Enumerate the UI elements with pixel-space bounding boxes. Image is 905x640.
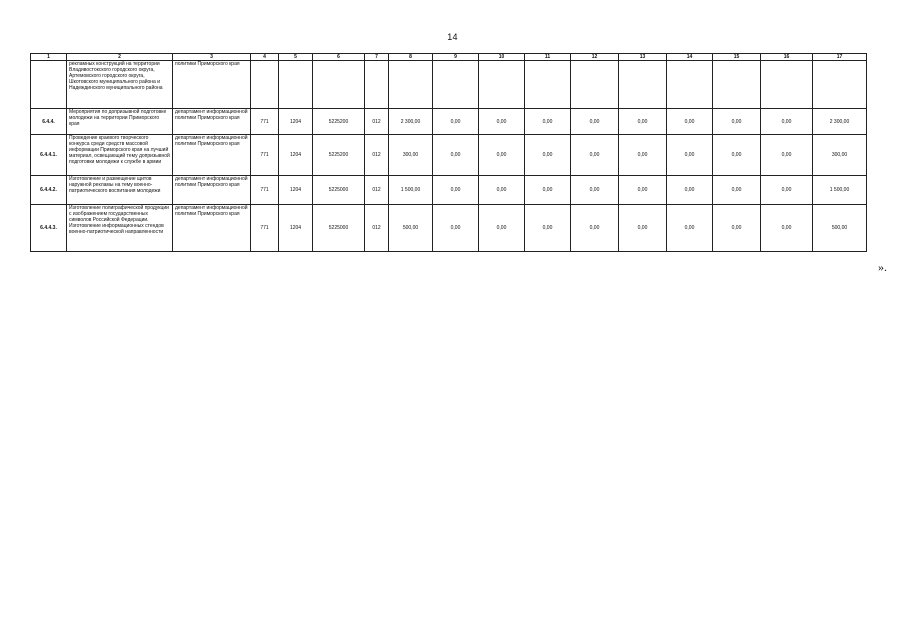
row-code: 6.4.4.1. xyxy=(31,135,67,176)
column-header: 8 xyxy=(389,54,433,61)
table-row xyxy=(31,109,867,135)
row-code: 6.4.4.2. xyxy=(31,176,67,205)
column-header: 5 xyxy=(279,54,313,61)
cell: 5225000 xyxy=(313,176,365,205)
cell: 0,00 xyxy=(667,176,713,205)
row-name: рекламных конструкций на территории Владивостокского городского округа, Артемовского городского округа, Шкотовского муниципального района и Надеждинского муниципального района xyxy=(67,61,173,109)
cell: 0,00 xyxy=(619,176,667,205)
cell: 0,00 xyxy=(667,135,713,176)
cell: 0,00 xyxy=(479,109,525,135)
cell: 0,00 xyxy=(525,205,571,252)
cell: 0,00 xyxy=(525,176,571,205)
column-header: 3 xyxy=(173,54,251,61)
cell: 300,00 xyxy=(389,135,433,176)
row-executor: политики Приморского края xyxy=(173,61,251,109)
table-row xyxy=(31,176,867,205)
row-name: Мероприятия по допризывной подготовке молодежи на территории Приморского края xyxy=(67,109,173,135)
cell xyxy=(313,61,365,109)
column-header: 2 xyxy=(67,54,173,61)
cell xyxy=(279,61,313,109)
column-header: 12 xyxy=(571,54,619,61)
cell: 0,00 xyxy=(479,176,525,205)
cell xyxy=(619,61,667,109)
cell: 0,00 xyxy=(525,109,571,135)
row-code: 6.4.4. xyxy=(31,109,67,135)
cell: 0,00 xyxy=(571,205,619,252)
cell: 1204 xyxy=(279,205,313,252)
cell xyxy=(571,61,619,109)
cell: 0,00 xyxy=(479,135,525,176)
column-header: 7 xyxy=(365,54,389,61)
column-header: 14 xyxy=(667,54,713,61)
cell xyxy=(389,61,433,109)
cell: 0,00 xyxy=(571,109,619,135)
cell: 0,00 xyxy=(619,205,667,252)
cell: 0,00 xyxy=(713,176,761,205)
cell xyxy=(433,61,479,109)
cell: 0,00 xyxy=(761,205,813,252)
cell: 2 300,00 xyxy=(389,109,433,135)
cell: 1 500,00 xyxy=(389,176,433,205)
budget-table xyxy=(30,53,867,252)
column-header: 16 xyxy=(761,54,813,61)
row-executor: департамент информационной политики Приморского края xyxy=(173,109,251,135)
column-header: 15 xyxy=(713,54,761,61)
cell xyxy=(813,61,867,109)
cell: 5225200 xyxy=(313,135,365,176)
cell: 1204 xyxy=(279,109,313,135)
cell: 0,00 xyxy=(571,176,619,205)
column-header: 11 xyxy=(525,54,571,61)
row-name: Изготовление и размещение щитов наружной рекламы на тему военно-патриотического воспитания молодежи xyxy=(67,176,173,205)
table-row xyxy=(31,61,867,109)
table-row xyxy=(31,205,867,252)
cell xyxy=(525,61,571,109)
cell: 1 500,00 xyxy=(813,176,867,205)
cell: 1204 xyxy=(279,135,313,176)
cell xyxy=(479,61,525,109)
header-row xyxy=(31,54,867,61)
cell: 0,00 xyxy=(619,109,667,135)
cell: 012 xyxy=(365,176,389,205)
cell: 1204 xyxy=(279,176,313,205)
cell: 5225000 xyxy=(313,205,365,252)
cell: 0,00 xyxy=(433,205,479,252)
cell: 012 xyxy=(365,109,389,135)
cell: 500,00 xyxy=(813,205,867,252)
cell: 0,00 xyxy=(667,205,713,252)
cell: 0,00 xyxy=(761,135,813,176)
cell: 771 xyxy=(251,109,279,135)
row-executor: департамент информационной политики Приморского края xyxy=(173,176,251,205)
table-row xyxy=(31,135,867,176)
row-name: Изготовление полиграфической продукции с изображением государственных символов Российской Федерации. Изготовление информационных стендов военно-патриотической направленности xyxy=(67,205,173,252)
cell: 771 xyxy=(251,176,279,205)
column-header: 10 xyxy=(479,54,525,61)
row-name: Проведение краевого творческого конкурса среди средств массовой информации Приморского края на лучший материал, освещающий тему допризывной подготовки молодежи к службе в армии xyxy=(67,135,173,176)
column-header: 13 xyxy=(619,54,667,61)
page-number: 14 xyxy=(447,32,458,42)
cell: 500,00 xyxy=(389,205,433,252)
closing-quote-mark: ». xyxy=(878,260,887,274)
cell: 0,00 xyxy=(479,205,525,252)
cell xyxy=(761,61,813,109)
column-header: 6 xyxy=(313,54,365,61)
cell: 0,00 xyxy=(667,109,713,135)
column-header: 1 xyxy=(31,54,67,61)
cell: 0,00 xyxy=(525,135,571,176)
cell xyxy=(251,61,279,109)
cell: 0,00 xyxy=(713,109,761,135)
cell: 0,00 xyxy=(433,176,479,205)
column-header: 17 xyxy=(813,54,867,61)
row-code xyxy=(31,61,67,109)
cell: 0,00 xyxy=(761,176,813,205)
row-code: 6.4.4.3. xyxy=(31,205,67,252)
cell: 0,00 xyxy=(619,135,667,176)
cell: 5225200 xyxy=(313,109,365,135)
cell: 0,00 xyxy=(433,109,479,135)
cell xyxy=(713,61,761,109)
row-executor: департамент информационной политики Приморского края xyxy=(173,135,251,176)
cell: 2 300,00 xyxy=(813,109,867,135)
cell xyxy=(365,61,389,109)
cell: 0,00 xyxy=(761,109,813,135)
cell: 0,00 xyxy=(433,135,479,176)
cell: 012 xyxy=(365,135,389,176)
column-header: 4 xyxy=(251,54,279,61)
cell: 012 xyxy=(365,205,389,252)
cell: 0,00 xyxy=(713,205,761,252)
row-executor: департамент информационной политики Приморского края xyxy=(173,205,251,252)
column-header: 9 xyxy=(433,54,479,61)
cell xyxy=(667,61,713,109)
cell: 771 xyxy=(251,205,279,252)
cell: 300,00 xyxy=(813,135,867,176)
cell: 771 xyxy=(251,135,279,176)
cell: 0,00 xyxy=(713,135,761,176)
cell: 0,00 xyxy=(571,135,619,176)
